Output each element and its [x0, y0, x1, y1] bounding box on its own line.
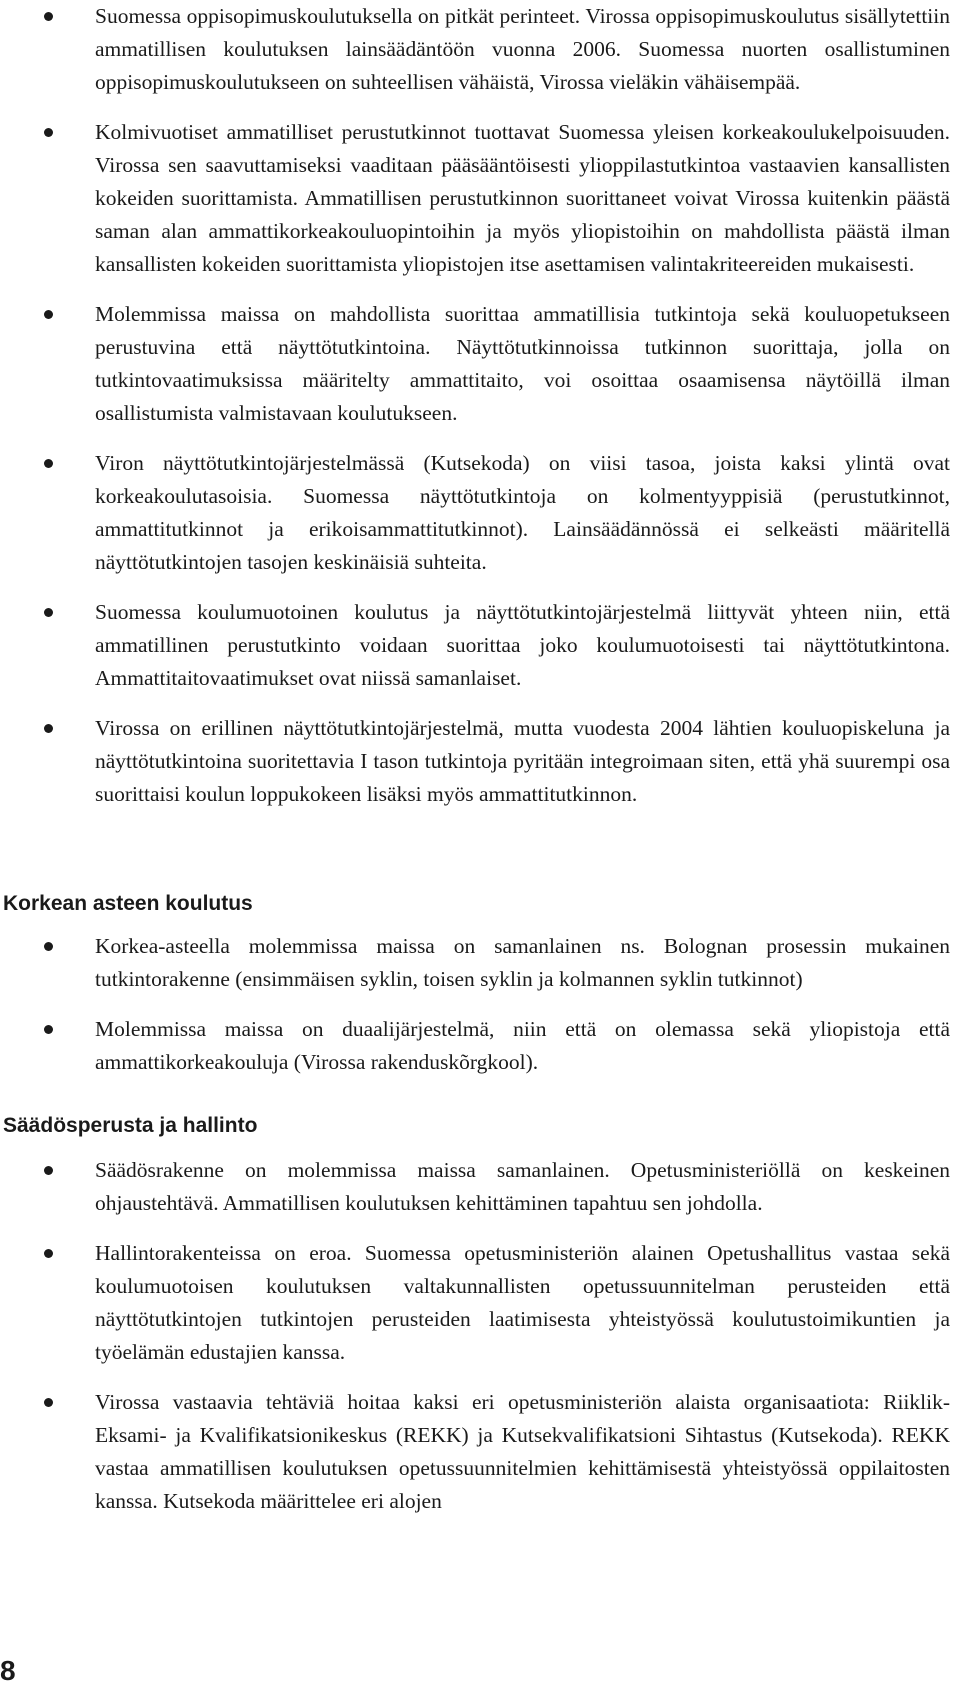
list-item-text: Säädösrakenne on molemmissa maissa samanlainen. Opetusministeriöllä on keskeinen ohjaustehtävä. Ammatillisen koulutuksen kehittäminen tapahtuu sen johdolla. — [95, 1158, 950, 1215]
list-item — [0, 712, 960, 811]
bullet-icon — [44, 1166, 53, 1175]
bullet-icon — [44, 1025, 53, 1034]
bullet-icon — [44, 128, 53, 137]
bullet-icon — [44, 1249, 53, 1258]
bullet-list-vocational — [0, 0, 960, 828]
list-item — [0, 298, 960, 430]
list-item-text: Suomessa koulumuotoinen koulutus ja näyttötutkintojärjestelmä liittyvät yhteen niin, että ammatillinen perustutkinto voidaan suorittaa joko koulumuotoisesti tai näyttötutkintona. Ammattitaitovaatimukset ovat niissä samanlaiset. — [95, 600, 950, 690]
list-item — [0, 0, 960, 99]
list-item-text: Kolmivuotiset ammatilliset perustutkinnot tuottavat Suomessa yleisen korkeakoulukelpoisuuden. Virossa sen saavuttamiseksi vaaditaan pääsääntöisesti ylioppilastutkintoa vastaavien kansallisten kokeiden suorittamista. Ammatillisen perustutkinnon suorittaneet voivat Virossa kuitenkin päästä saman alan ammattikorkeakouluopintoihin ja myös yliopistoihin on mahdollista päästä ilman kansallisten kokeiden suorittamista yliopistojen itse asettamisen valintakriteereiden mukaisesti. — [95, 120, 950, 276]
bullet-icon — [44, 942, 53, 951]
bullet-icon — [44, 12, 53, 21]
list-item-text: Korkea-asteella molemmissa maissa on samanlainen ns. Bolognan prosessin mukainen tutkintorakenne (ensimmäisen syklin, toisen syklin ja kolmannen syklin tutkinnot) — [95, 934, 950, 991]
list-item — [0, 1237, 960, 1369]
list-item-text: Molemmissa maissa on duaalijärjestelmä, niin että on olemassa sekä yliopistoja että ammattikorkeakouluja (Virossa rakenduskõrgkool). — [95, 1017, 950, 1074]
bullet-icon — [44, 1398, 53, 1407]
list-item-text: Molemmissa maissa on mahdollista suorittaa ammatillisia tutkintoja sekä kouluopetukseen perustuvina että näyttötutkintoina. Näyttötutkinnoissa tutkinnon suorittaja, jolla on tutkintovaatimuksissa määritelty ammattitaito, voi osoittaa osaamisensa näytöillä ilman osallistumista valmistavaan koulutukseen. — [95, 302, 950, 425]
bullet-list-higher-education — [0, 930, 960, 1096]
section-heading-legislation: Säädösperusta ja hallinto — [3, 1114, 258, 1137]
list-item-text: Suomessa oppisopimuskoulutuksella on pitkät perinteet. Virossa oppisopimuskoulutus sisällytettiin ammatillisen koulutuksen lainsäädäntöön vuonna 2006. Suomessa nuorten osallistuminen oppisopimuskoulutukseen on suhteellisen vähäistä, Virossa vieläkin vähäisempää. — [95, 4, 950, 94]
list-item — [0, 447, 960, 579]
list-item-text: Hallintorakenteissa on eroa. Suomessa opetusministeriön alainen Opetushallitus vastaa sekä koulumuotoisen koulutuksen valtakunnallisten opetussuunnitelman perusteiden että näyttötutkintojen tutkintojen perusteiden laatimisesta yhteistyössä koulutustoimikuntien ja työelämän edustajien kanssa. — [95, 1241, 950, 1364]
list-item-text: Virossa on erillinen näyttötutkintojärjestelmä, mutta vuodesta 2004 lähtien kouluopiskeluna ja näyttötutkintoina suoritettavia I tason tutkintoja pyritään integroimaan siten, että yhä suurempi osa suorittaisi koulun loppukokeen lisäksi myös ammattitutkinnon. — [95, 716, 950, 806]
bullet-icon — [44, 724, 53, 733]
list-item-text: Virossa vastaavia tehtäviä hoitaa kaksi eri opetusministeriön alaista organisaatiota: Riiklik- Eksami- ja Kvalifikatsionikeskus (REKK) ja Kutsekvalifikatsioni Sihtastus (Kutsekoda). REKK vastaa ammatillisen koulutuksen opetussuunnitelmien kehittämisestä yhteistyössä oppilaitosten kanssa. Kutsekoda määrittelee eri alojen — [95, 1390, 950, 1513]
list-item — [0, 116, 960, 281]
section-heading-higher-education: Korkean asteen koulutus — [3, 892, 253, 915]
list-item — [0, 1386, 960, 1518]
bullet-icon — [44, 310, 53, 319]
bullet-icon — [44, 459, 53, 468]
list-item — [0, 1154, 960, 1220]
list-item-text: Viron näyttötutkintojärjestelmässä (Kutsekoda) on viisi tasoa, joista kaksi ylintä ovat korkeakoulutasoisia. Suomessa näyttötutkintoja on kolmentyyppisiä (perustutkinnot, ammattitutkinnot ja erikoisammattitutkinnot). Lainsäädännössä ei selkeästi määritellä näyttötutkintojen tasojen keskinäisiä suhteita. — [95, 451, 950, 574]
list-item — [0, 596, 960, 695]
list-item — [0, 930, 960, 996]
bullet-list-legislation — [0, 1154, 960, 1535]
page-number: 8 — [0, 1655, 16, 1686]
list-item — [0, 1013, 960, 1079]
bullet-icon — [44, 608, 53, 617]
